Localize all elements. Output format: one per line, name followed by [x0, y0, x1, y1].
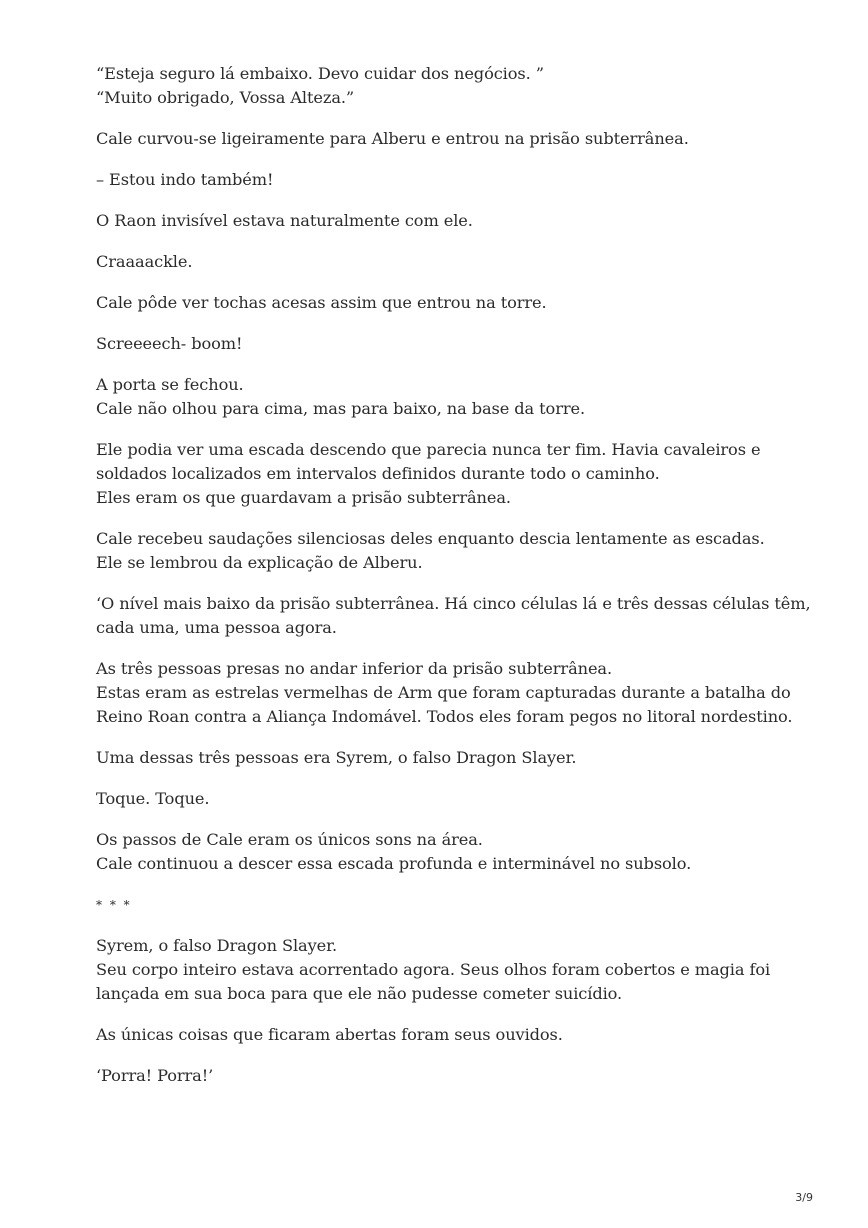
text-line: O Raon invisível estava naturalmente com ele.	[96, 211, 473, 230]
text-line: Os passos de Cale eram os únicos sons na área.	[96, 830, 483, 849]
paragraph	[96, 168, 796, 192]
page-number: 3/9	[795, 1191, 813, 1204]
paragraph	[96, 332, 796, 356]
text-line: – Estou indo também!	[96, 170, 274, 189]
paragraph	[96, 592, 811, 640]
text-line: Craaaackle.	[96, 252, 193, 271]
paragraph	[96, 373, 796, 421]
text-line: Uma dessas três pessoas era Syrem, o falso Dragon Slayer.	[96, 748, 577, 767]
text-line: Screeeech- boom!	[96, 334, 243, 353]
text-line: “Esteja seguro lá embaixo. Devo cuidar dos negócios. ”	[96, 64, 544, 83]
text-line: As únicas coisas que ficaram abertas foram seus ouvidos.	[96, 1025, 563, 1044]
document-page	[96, 62, 811, 1105]
scene-separator	[96, 893, 796, 917]
text-line: As três pessoas presas no andar inferior da prisão subterrânea.	[96, 659, 613, 678]
text-line: Ele se lembrou da explicação de Alberu.	[96, 553, 423, 572]
text-line: Syrem, o falso Dragon Slayer.	[96, 936, 337, 955]
separator-text: * * *	[96, 898, 132, 912]
text-line: Reino Roan contra a Aliança Indomável. Todos eles foram pegos no litoral nordestino.	[96, 707, 793, 726]
paragraph	[96, 828, 796, 876]
paragraph	[96, 657, 796, 729]
text-line: Cale pôde ver tochas acesas assim que entrou na torre.	[96, 293, 547, 312]
paragraph	[96, 250, 796, 274]
text-line: soldados localizados em intervalos definidos durante todo o caminho.	[96, 464, 660, 483]
text-line: Cale curvou-se ligeiramente para Alberu e entrou na prisão subterrânea.	[96, 129, 689, 148]
paragraph	[96, 1064, 796, 1088]
paragraph	[96, 209, 796, 233]
text-line: ‘O nível mais baixo da prisão subterrânea. Há cinco células lá e três dessas células têm,	[96, 594, 811, 613]
paragraph	[96, 746, 796, 770]
text-line: Cale não olhou para cima, mas para baixo, na base da torre.	[96, 399, 585, 418]
paragraph-dialogue	[96, 62, 796, 110]
paragraph	[96, 787, 796, 811]
text-line: Seu corpo inteiro estava acorrentado agora. Seus olhos foram cobertos e magia foi	[96, 960, 771, 979]
text-line: Ele podia ver uma escada descendo que parecia nunca ter fim. Havia cavaleiros e	[96, 440, 761, 459]
paragraph	[96, 127, 796, 151]
paragraph	[96, 1023, 796, 1047]
paragraph	[96, 527, 796, 575]
paragraph	[96, 438, 796, 510]
text-line: Estas eram as estrelas vermelhas de Arm que foram capturadas durante a batalha do	[96, 683, 791, 702]
paragraph	[96, 291, 796, 315]
text-line: lançada em sua boca para que ele não pudesse cometer suicídio.	[96, 984, 623, 1003]
text-line: Toque. Toque.	[96, 789, 210, 808]
text-line: cada uma, uma pessoa agora.	[96, 618, 337, 637]
text-line: A porta se fechou.	[96, 375, 244, 394]
text-line: ‘Porra! Porra!’	[96, 1066, 214, 1085]
text-line: “Muito obrigado, Vossa Alteza.”	[96, 88, 355, 107]
paragraph	[96, 934, 796, 1006]
text-line: Eles eram os que guardavam a prisão subterrânea.	[96, 488, 511, 507]
text-line: Cale recebeu saudações silenciosas deles enquanto descia lentamente as escadas.	[96, 529, 765, 548]
text-line: Cale continuou a descer essa escada profunda e interminável no subsolo.	[96, 854, 692, 873]
